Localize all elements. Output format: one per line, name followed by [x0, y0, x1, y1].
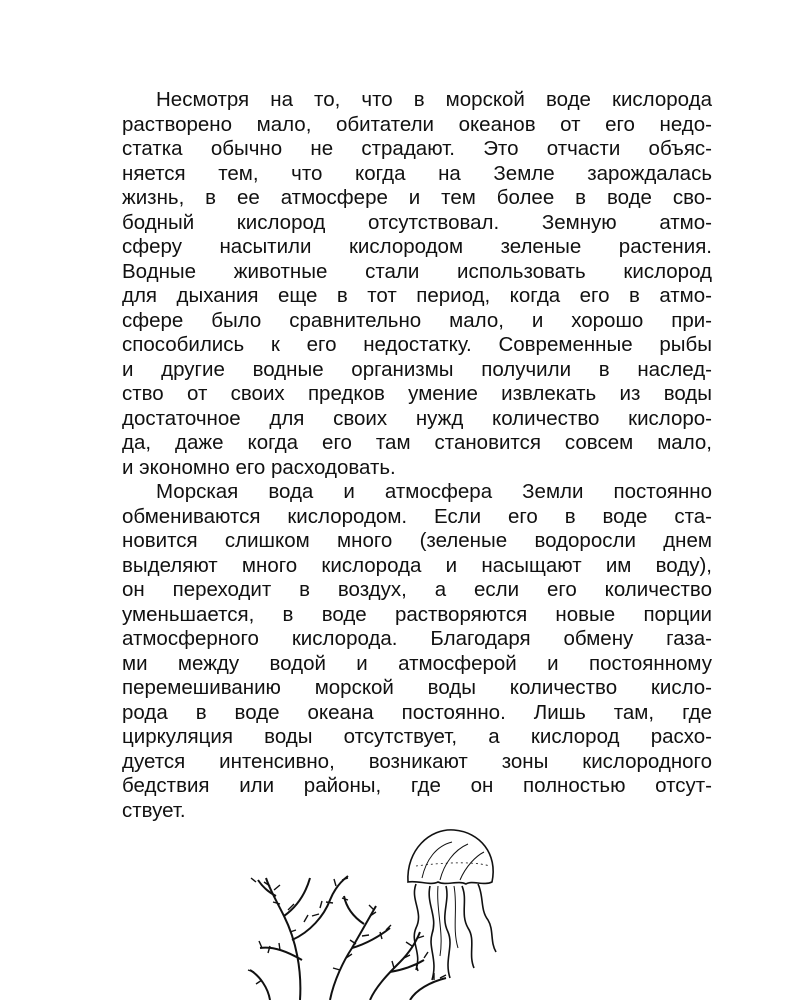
text-line: достаточное для своих нужд количество кислоро-: [122, 406, 712, 430]
text-line: ми между водой и атмосферой и постоянному: [122, 651, 712, 675]
text-line: уменьшается, в воде растворяются новые порции: [122, 602, 712, 626]
text-line: и другие водные организмы получили в наслед-: [122, 357, 712, 381]
text-line: атмосферного кислорода. Благодаря обмену газа-: [122, 627, 712, 650]
article-text: [122, 88, 712, 823]
paragraph-oxygen-exchange: [122, 480, 712, 823]
text-line: обмениваются кислородом. Если его в воде ста-: [122, 504, 712, 528]
text-line: статка обычно не страдают. Это отчасти объяс-: [122, 137, 712, 160]
text-line: дуется интенсивно, возникают зоны кислородного: [122, 749, 712, 773]
text-line: новится слишком много (зеленые водоросли днем: [122, 529, 712, 552]
text-line: он переходит в воздух, а если его количество: [122, 578, 712, 601]
text-line: ствует.: [122, 798, 186, 822]
text-line: рода в воде океана постоянно. Лишь там, где: [122, 700, 712, 724]
text-line: способились к его недостатку. Современные рыбы: [122, 333, 712, 356]
jellyfish-coral-illustration: [240, 820, 540, 1000]
text-line: няется тем, что когда на Земле зарождалась: [122, 161, 712, 185]
text-line: ство от своих предков умение извлекать из воды: [122, 382, 712, 405]
coral-drawing: [248, 876, 446, 1000]
text-line: бодный кислород отсутствовал. Земную атмо-: [122, 210, 712, 234]
text-line: и экономно его расходовать.: [122, 455, 396, 479]
text-line: Несмотря на то, что в морской воде кислорода: [156, 88, 712, 111]
text-line: да, даже когда его там становится совсем мало,: [122, 431, 712, 454]
text-line: Морская вода и атмосфера Земли постоянно: [156, 480, 712, 503]
text-line: циркуляция воды отсутствует, а кислород расхо-: [122, 725, 712, 748]
text-line: Водные животные стали использовать кислород: [122, 259, 712, 283]
text-line: растворено мало, обитатели океанов от его недо-: [122, 112, 712, 136]
jellyfish-drawing: [408, 830, 496, 980]
paragraph-oxygen-in-sea-water: [122, 88, 712, 480]
text-line: выделяют много кислорода и насыщают им воду),: [122, 553, 712, 577]
text-line: перемешиванию морской воды количество кисло-: [122, 676, 712, 699]
text-line: сфере было сравнительно мало, и хорошо при-: [122, 308, 712, 332]
text-line: сферу насытили кислородом зеленые растения.: [122, 235, 712, 258]
text-line: для дыхания еще в тот период, когда его в атмо-: [122, 284, 712, 307]
text-line: бедствия или районы, где он полностью отсут-: [122, 774, 712, 797]
text-line: жизнь, в ее атмосфере и тем более в воде сво-: [122, 186, 712, 209]
